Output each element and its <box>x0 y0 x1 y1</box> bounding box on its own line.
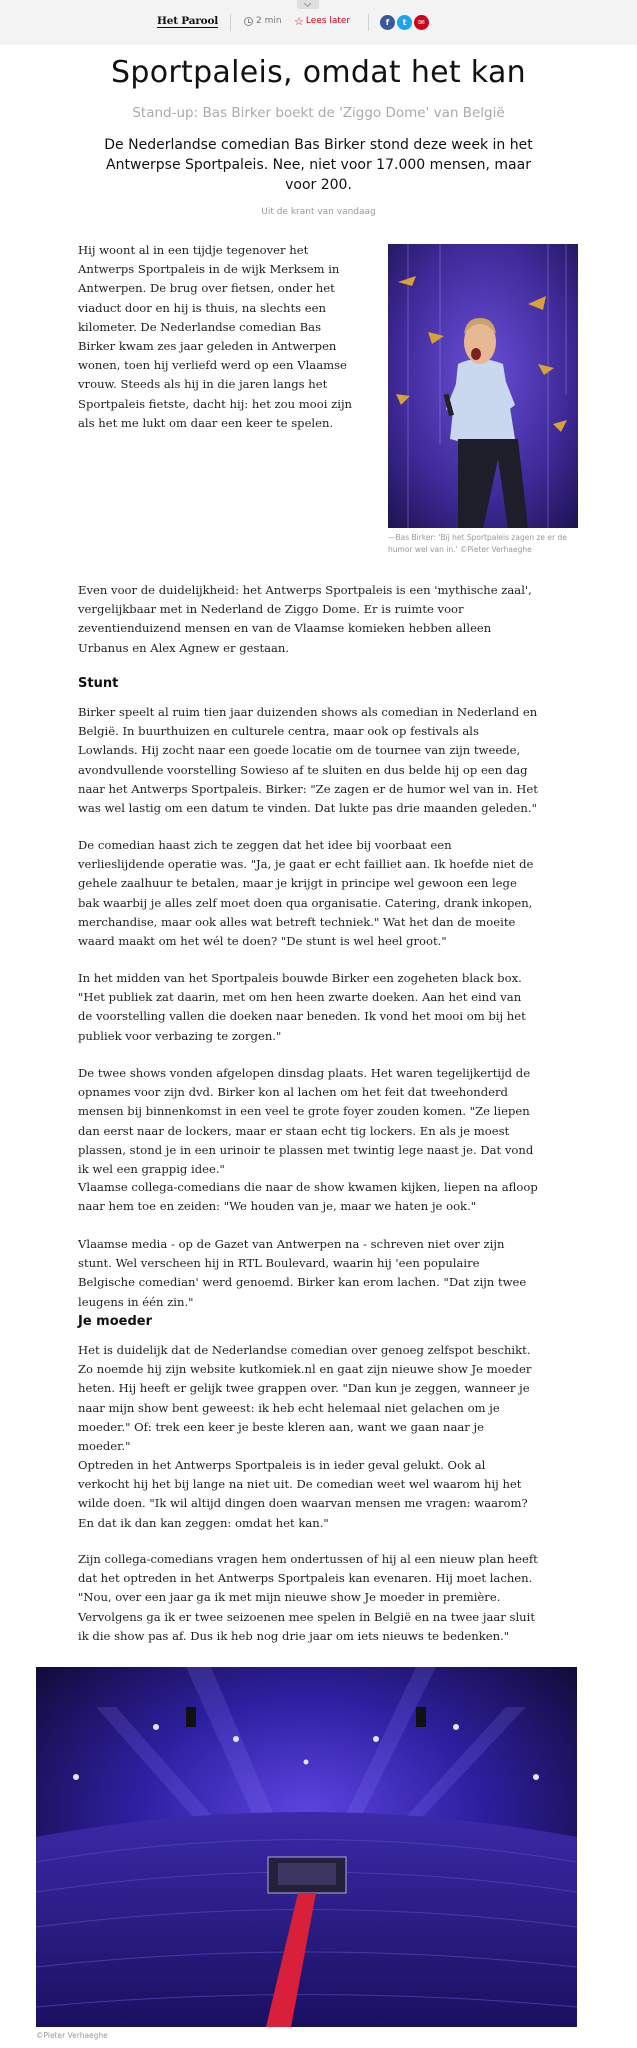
twitter-share-icon[interactable]: t <box>397 15 412 30</box>
clock-icon <box>244 17 253 26</box>
mail-share-icon[interactable]: ✉ <box>414 15 429 30</box>
article-kicker: Stand-up: Bas Birker boekt de 'Ziggo Dome' van België <box>132 105 505 121</box>
paragraph: Vlaamse media - op de Gazet van Antwerpen na - schreven niet over zijn stunt. Wel verscheen hij in RTL Boulevard, waarin hij 'een populaire Belgische comedian' werd genoemd. Birker kan erom lachen. "Dat zijn twee leugens in één zin." <box>78 1237 527 1309</box>
divider <box>230 14 231 31</box>
paragraph: Het is duidelijk dat de Nederlandse comedian over genoeg zelfspot beschikt. Zo noemde hij zijn website kutkomiek.nl en gaat zijn nieuwe show Je moeder heten. Hij heeft er gelijk twee grappen over. "Dan kun je zeggen, wanneer je naar mijn show bent geweest: ik heb echt helemaal niet gelachen om je moeder." Of: trek een keer je beste kleren aan, want we gaan naar je moeder." <box>78 1343 532 1454</box>
paragraph: In het midden van het Sportpaleis bouwde Birker een zogeheten black box. "Het publiek zat daarin, met om hen heen zwarte doeken. Aan het eind van de voorstelling vallen die doeken naar beneden. Ik vond het mooi om bij het publiek voor verbazing te zorgen." <box>78 971 526 1043</box>
comedian-illustration <box>388 244 578 528</box>
facebook-share-icon[interactable]: f <box>380 15 395 30</box>
photo-caption: ©Pieter Verhaeghe <box>36 2031 108 2040</box>
read-later-button[interactable] <box>294 16 350 26</box>
star-icon: ☆ <box>294 14 304 28</box>
photo-caption: —Bas Birker: 'Bij het Sportpaleis zagen ze er de humor wel van in.' ©Pieter Verhaeghe <box>388 533 567 554</box>
divider <box>368 14 369 31</box>
subhead-je-moeder: Je moeder <box>78 1314 153 1329</box>
paragraph: Optreden in het Antwerps Sportpaleis is in ieder geval gelukt. Ook al verkocht hij het bij lange na niet uit. De comedian weet wel waarom hij het wilde doen. "Ik wil altijd dingen doen waarvan mensen me vragen: waarom? En dat ik dan kan zeggen: omdat het kan." <box>78 1458 528 1530</box>
top-bar <box>0 0 637 45</box>
collapse-toggle-icon[interactable] <box>297 0 319 9</box>
read-time <box>244 16 282 26</box>
article-title: Sportpaleis, omdat het kan <box>111 55 526 90</box>
subhead-stunt: Stunt <box>78 676 119 691</box>
arena-photo <box>36 1667 577 2027</box>
comedian-photo <box>388 244 578 528</box>
article-intro: De Nederlandse comedian Bas Birker stond deze week in het Antwerpse Sportpaleis. Nee, niet voor 17.000 mensen, maar voor 200. <box>104 137 533 193</box>
paragraph: De comedian haast zich te zeggen dat het idee bij voorbaat een verlieslijdende operatie was. "Ja, je gaat er echt failliet aan. Ik hoefde niet de gehele zaalhuur te betalen, maar je krijgt in principe wel gewoon een lege bak waarbij je alles zelf moet doen qua organisatie. Catering, drank inkopen, merchandise, maar ook alles wat betreft techniek." Wat het dan de moeite waard maakt om het wél te doen? "De stunt is wel heel groot." <box>78 838 534 949</box>
paragraph: Birker speelt al ruim tien jaar duizenden shows als comedian in Nederland en België. In buurthuizen en culturele centra, maar ook op festivals als Lowlands. Hij zocht naar een goede locatie om de tournee van zijn tweede, avondvullende voorstelling Sowieso af te sluiten en dus belde hij op een dag naar het Antwerps Sportpaleis. Birker: "Ze zagen er de humor wel van in. Het was wel lastig om een datum te vinden. Dat lukte pas drie maanden geleden." <box>78 705 538 816</box>
read-later-label: Lees later <box>305 16 351 26</box>
read-time-label: 2 min <box>256 16 282 26</box>
paragraph: De twee shows vonden afgelopen dinsdag plaats. Het waren tegelijkertijd de opnames voor zijn dvd. Birker kon al lachen om het feit dat tweehonderd mensen bij binnenkomst in een veel te grote foyer zouden komen. "Ze liepen dan eerst naar de lockers, maar er staan echt tig lockers. En als je moest plassen, stond je in een urinoir te plassen met twintig lege naast je. Dat vond ik wel een grappig idee." <box>78 1066 534 1177</box>
article-source: Uit de krant van vandaag <box>261 207 376 217</box>
site-logo[interactable]: Het Parool <box>157 15 219 27</box>
paragraph: Even voor de duidelijkheid: het Antwerps Sportpaleis is een 'mythische zaal', vergelijkbaar met in Nederland de Ziggo Dome. Er is ruimte voor zeventienduizend mensen en van de Vlaamse komieken hebben alleen Urbanus en Alex Agnew er gestaan. <box>78 583 532 655</box>
paragraph: Zijn collega-comedians vragen hem ondertussen of hij al een nieuw plan heeft dat het optreden in het Antwerps Sportpaleis kan evenaren. Hij moet lachen. "Nou, over een jaar ga ik met mijn nieuwe show Je moeder in première. Vervolgens ga ik er twee seizoenen mee spelen in België en na twee jaar sluit ik die show pas af. Dus ik heb nog drie jaar om iets nieuws te bedenken." <box>78 1552 538 1643</box>
paragraph: Hij woont al in een tijdje tegenover het Antwerps Sportpaleis in de wijk Merksem in Antwerpen. De brug over fietsen, onder het viaduct door en hij is thuis, na slechts een kilometer. De Nederlandse comedian Bas Birker kwam zes jaar geleden in Antwerpen wonen, toen hij verliefd werd op een Vlaamse vrouw. Steeds als hij in die jaren langs het Sportpaleis fietste, dacht hij: het zou mooi zijn als het me lukt om daar een keer te spelen. <box>78 243 353 430</box>
arena-illustration <box>36 1667 577 2027</box>
paragraph: Vlaamse collega-comedians die naar de show kwamen kijken, liepen na afloop naar hem toe en zeiden: "We houden van je, maar we haten je ook." <box>78 1180 538 1214</box>
